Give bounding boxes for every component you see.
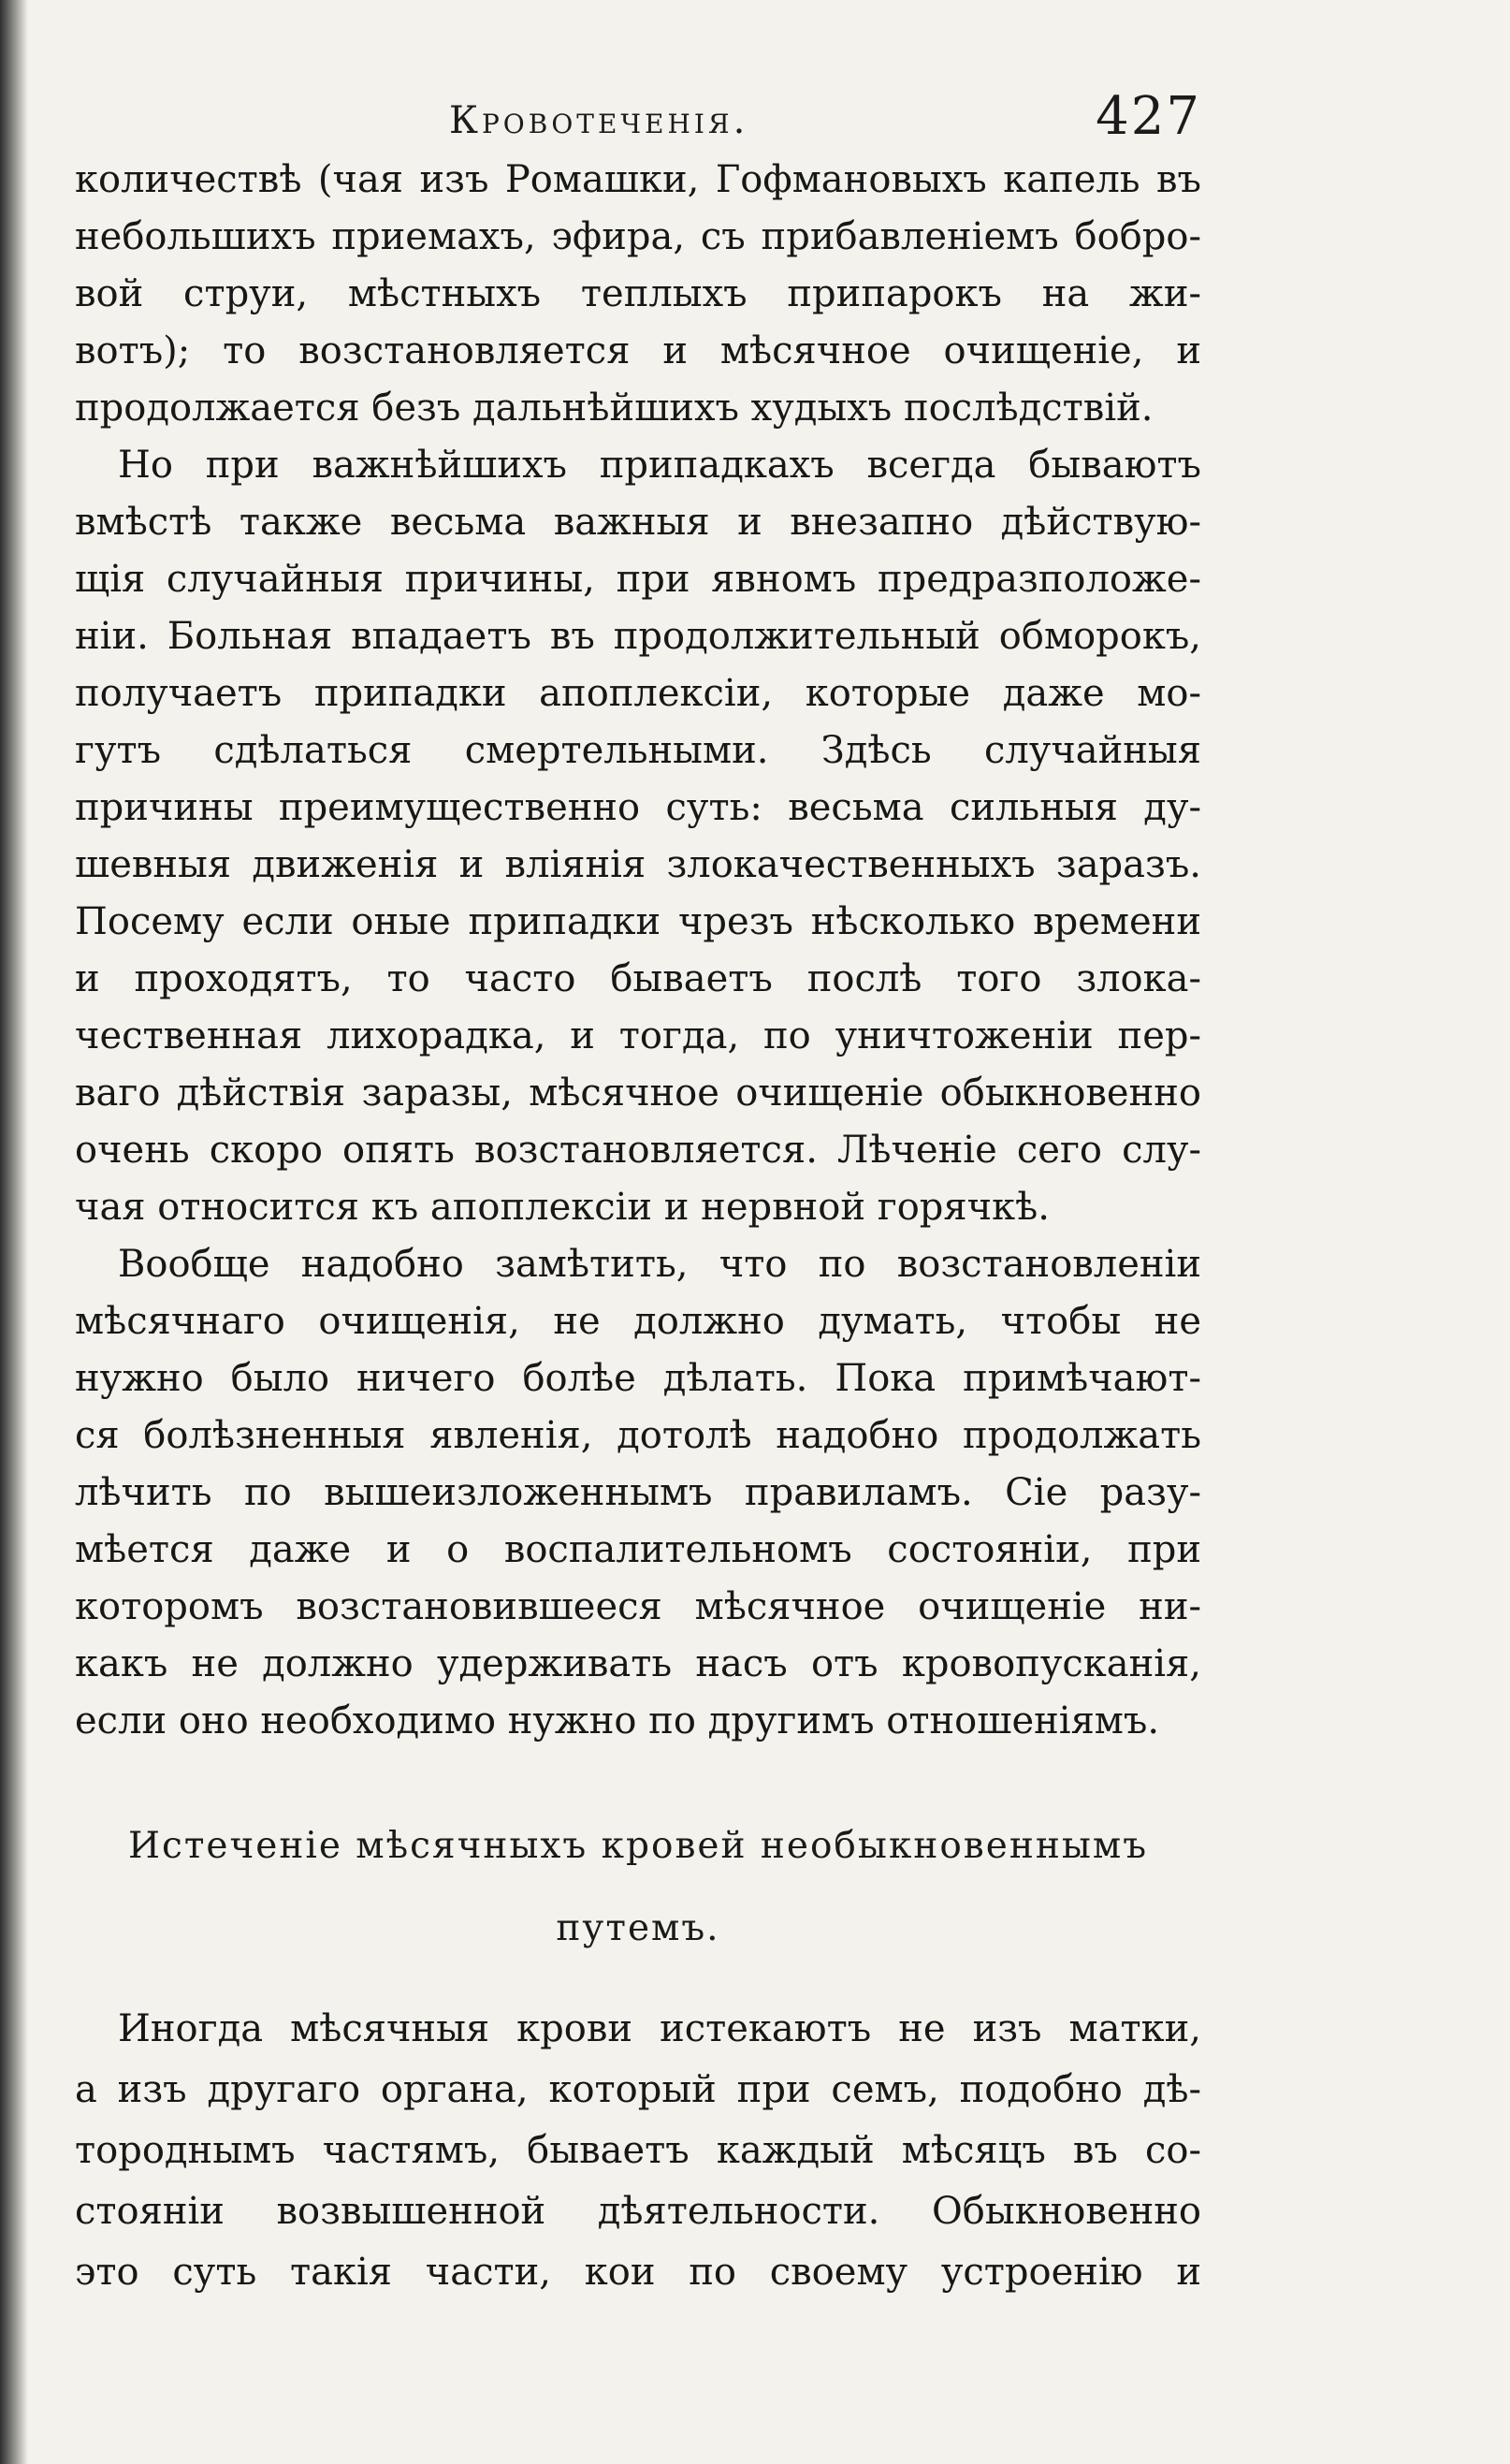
text-line: Иногда мѣсячныя крови истекаютъ не изъ матки, [118,2007,1201,2050]
text-line: которомъ возстановившееся мѣсячное очищеніе ни- [75,1585,1201,1628]
body-text-continued [75,1999,1201,2303]
text-line: вотъ); то возстановляется и мѣсячное очищеніе, и [75,329,1201,372]
text-line: ваго дѣйствія заразы, мѣсячное очищеніе обыкновенно [75,1072,1201,1115]
paragraph-1 [75,152,1201,437]
paragraph-2 [75,437,1201,1236]
text-line: Вообще надобно замѣтить, что по возстановленіи [118,1243,1201,1286]
text-line: нужно было ничего болѣе дѣлать. Пока примѣчают- [75,1357,1201,1400]
text-line: мѣется даже и о воспалительномъ состояніи, при [75,1528,1201,1571]
text-line: получаетъ припадки апоплексіи, которые даже мо- [75,672,1201,715]
text-line: Но при важнѣйшихъ припадкахъ всегда бываютъ [118,444,1201,487]
text-line: и проходятъ, то часто бываетъ послѣ того злока- [75,957,1201,1000]
text-line: чественная лихорадка, и тогда, по уничтоженіи пер- [75,1014,1201,1057]
text-line: тороднымъ частямъ, бываетъ каждый мѣсяцъ въ со- [75,2129,1201,2172]
text-line: небольшихъ приемахъ, эфира, съ прибавленіемъ бобро- [75,215,1201,258]
text-line: гутъ сдѣлаться смертельными. Здѣсь случайныя [75,729,1201,772]
text-line: ніи. Больная впадаетъ въ продолжительный обморокъ, [75,615,1201,658]
text-line: очень скоро опять возстановляется. Лѣченіе сего слу- [75,1129,1201,1172]
text-line: если оно необходимо нужно по другимъ отношеніямъ. [75,1699,1160,1742]
text-line: ся болѣзненныя явленія, дотолѣ надобно продолжать [75,1414,1201,1457]
text-line: количествѣ (чая изъ Ромашки, Гофмановыхъ капель въ [75,158,1201,201]
text-line: это суть такія части, кои по своему устроенію и [75,2251,1201,2294]
page-number: 427 [1096,86,1201,147]
text-line: продолжается безъ дальнѣйшихъ худыхъ послѣдствій. [75,386,1154,430]
text-line: чая относится къ апоплексіи и нервной горячкѣ. [75,1186,1050,1229]
text-line: а изъ другаго органа, который при семъ, подобно дѣ- [75,2068,1201,2111]
section-heading: Истеченіе мѣсячныхъ кровей необыкновеннымъ [127,1825,1149,1867]
text-line: стояніи возвышенной дѣятельности. Обыкновенно [75,2190,1201,2233]
text-line: причины преимущественно суть: весьма сильныя ду- [75,786,1201,829]
section-heading-continued: путемъ. [556,1907,720,1949]
text-line: мѣсячнаго очищенія, не должно думать, чтобы не [75,1300,1201,1343]
text-line: шевныя движенія и вліянія злокачественныхъ заразъ. [75,843,1201,886]
text-line: Посему если оные припадки чрезъ нѣсколько времени [75,900,1201,943]
paragraph-4 [75,1999,1201,2303]
page-gutter-shadow [0,0,28,2464]
text-line: какъ не должно удерживать насъ отъ кровопусканія, [75,1642,1201,1685]
body-text [75,152,1201,1750]
text-line: щія случайныя причины, при явномъ предразположе- [75,558,1201,601]
paragraph-3 [75,1236,1201,1750]
text-line: лѣчить по вышеизложеннымъ правиламъ. Сіе разу- [75,1471,1201,1514]
running-title: Кровотеченія. [449,99,749,142]
text-line: вмѣстѣ также весьма важныя и внезапно дѣйствую- [75,501,1201,544]
text-line: вой струи, мѣстныхъ теплыхъ припарокъ на жи- [75,272,1201,315]
running-header [75,86,1201,152]
